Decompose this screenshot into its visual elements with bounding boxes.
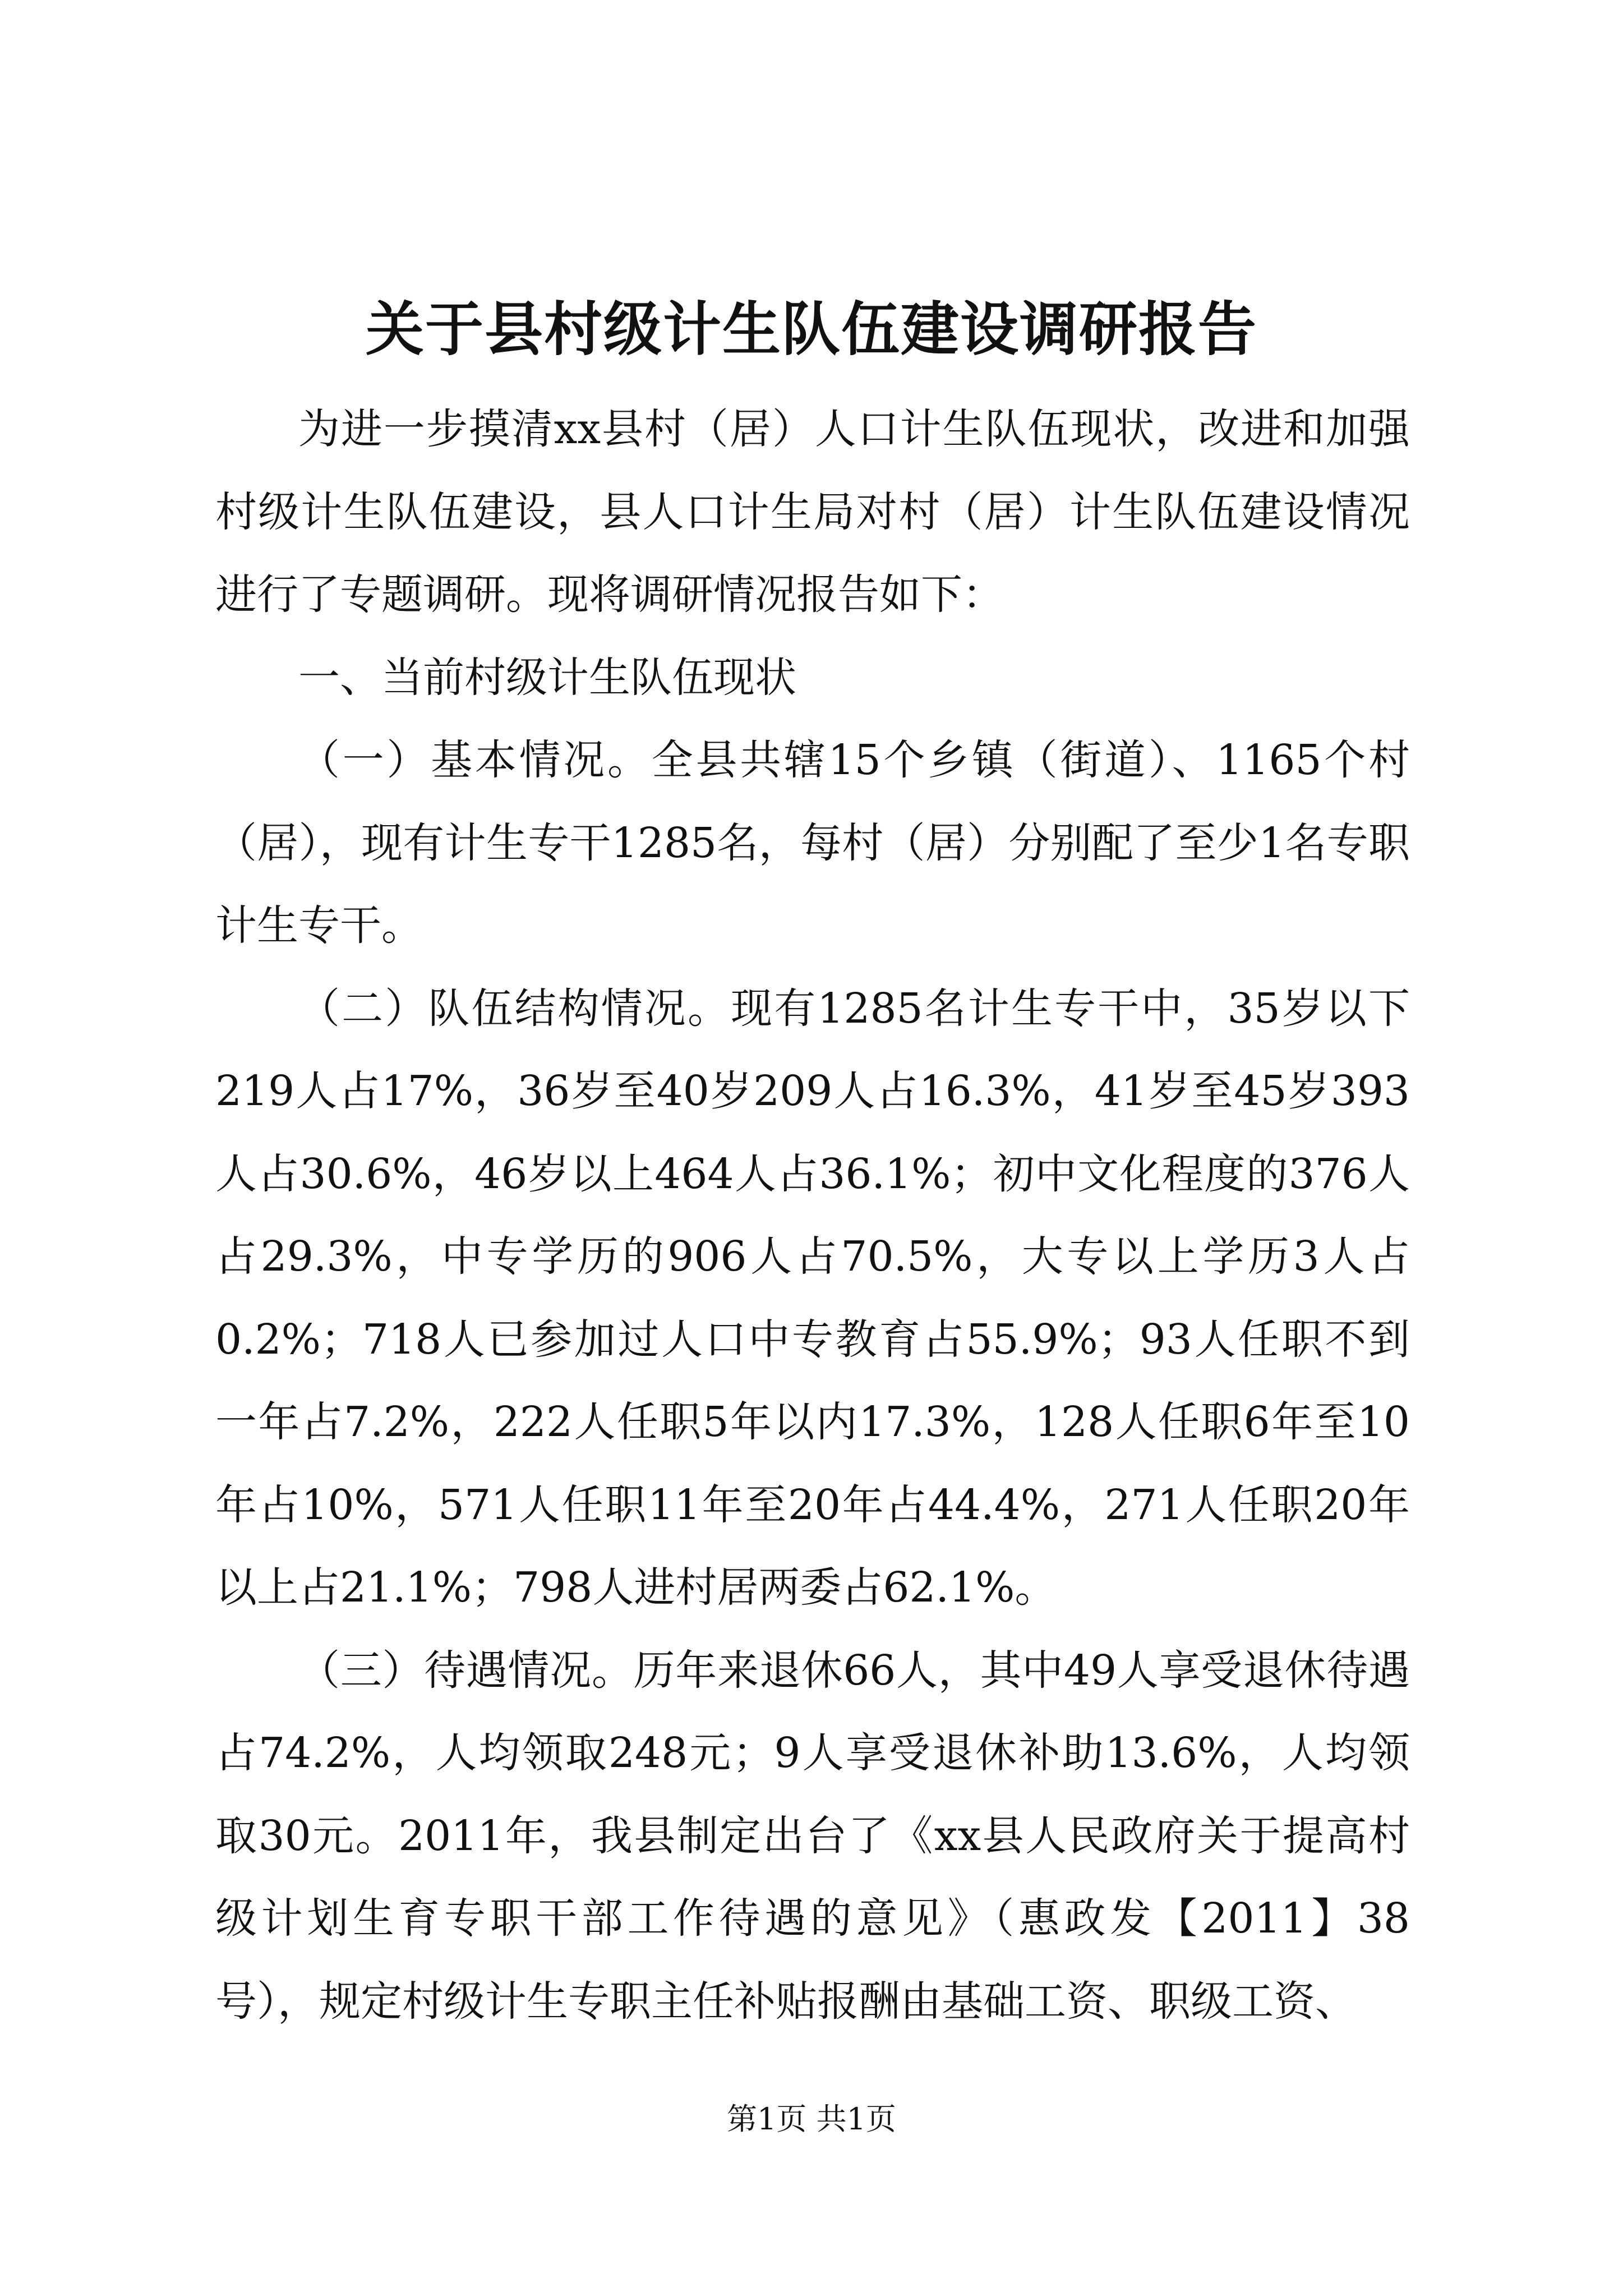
basic-situation-paragraph: （一）基本情况。全县共辖15个乡镇（街道）、1165个村（居），现有计生专干1285名，每村（居）分别配了至少1名专职计生专干。 (215, 736, 1410, 950)
team-structure-paragraph: （二）队伍结构情况。现有1285名计生专干中，35岁以下219人占17%，36岁至40岁209人占16.3%，41岁至45岁393人占30.6%，46岁以上464人占36.1%；初中文化程度的376人占29.3%，中专学历的906人占70.5%，大专以上学历3人占0.2%；718人已参加过人口中专教育占55.9%；93人任职不到一年占7.2%，222人任职5年以内17.3%，128人任职6年至10年占10%，571人任职11年至20年占44.4%，271人任职20年以上占21.1%；798人进村居两委占62.1%。 (215, 984, 1410, 1612)
document-title: 关于县村级计生队伍建设调研报告 (365, 295, 1257, 364)
page-footer: 第1页 共1页 (727, 2101, 896, 2137)
treatment-paragraph: （三）待遇情况。历年来退休66人，其中49人享受退休待遇占74.2%，人均领取248元；9人享受退休补助13.6%，人均领取30元。2011年，我县制定出台了《xx县人民政府关于提高村级计划生育专职干部工作待遇的意见》（惠政发【2011】38号），规定村级计生专职主任补贴报酬由基础工资、职级工资、 (215, 1646, 1410, 2026)
section-heading: 一、当前村级计生队伍现状 (298, 653, 796, 702)
document-body (215, 388, 1410, 2043)
intro-paragraph: 为进一步摸清xx县村（居）人口计生队伍现状，改进和加强村级计生队伍建设，县人口计生局对村（居）计生队伍建设情况进行了专题调研。现将调研情况报告如下： (215, 405, 1410, 619)
